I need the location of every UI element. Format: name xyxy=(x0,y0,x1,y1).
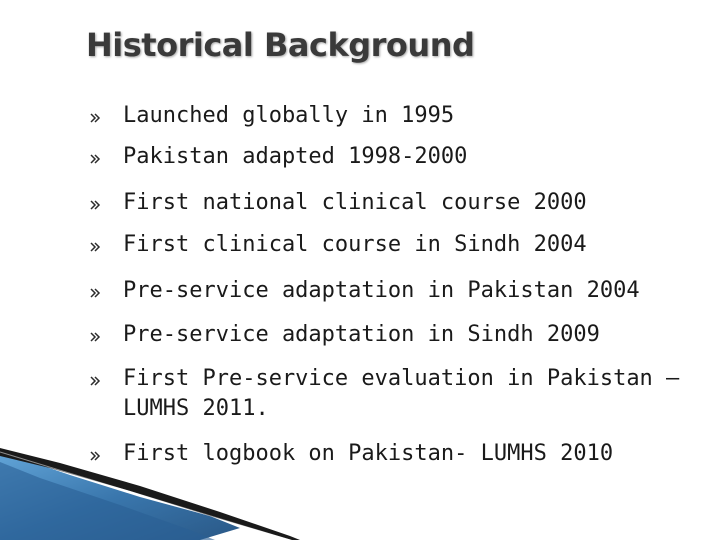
bullet-item xyxy=(88,188,683,218)
bullet-arrow-icon xyxy=(88,286,102,300)
bullet-arrow-icon xyxy=(88,111,102,125)
bullet-item xyxy=(88,101,683,131)
bullet-text: Pre-service adaptation in Pakistan 2004 xyxy=(123,278,640,303)
bullet-arrow-icon xyxy=(88,374,102,388)
bullet-item xyxy=(88,320,683,350)
bullet-item xyxy=(88,230,683,260)
bullet-text: First clinical course in Sindh 2004 xyxy=(123,232,587,257)
bullet-text: First logbook on Pakistan- LUMHS 2010 xyxy=(123,441,614,466)
bullet-item xyxy=(88,142,683,172)
slide-title: Historical Background xyxy=(86,26,475,64)
bullet-item xyxy=(88,276,683,306)
bullet-item xyxy=(88,364,683,424)
bullet-text: Pakistan adapted 1998-2000 xyxy=(123,144,468,169)
bullet-arrow-icon xyxy=(88,198,102,212)
bullet-arrow-icon xyxy=(88,449,102,463)
bullet-text: First Pre-service evaluation in Pakistan – LUMHS 2011. xyxy=(123,366,680,421)
bullet-arrow-icon xyxy=(88,152,102,166)
bullet-text: Launched globally in 1995 xyxy=(123,103,455,128)
bullet-text: First national clinical course 2000 xyxy=(123,190,587,215)
bullet-text: Pre-service adaptation in Sindh 2009 xyxy=(123,322,600,347)
bullet-arrow-icon xyxy=(88,240,102,254)
bullet-arrow-icon xyxy=(88,330,102,344)
bullet-item xyxy=(88,439,683,469)
